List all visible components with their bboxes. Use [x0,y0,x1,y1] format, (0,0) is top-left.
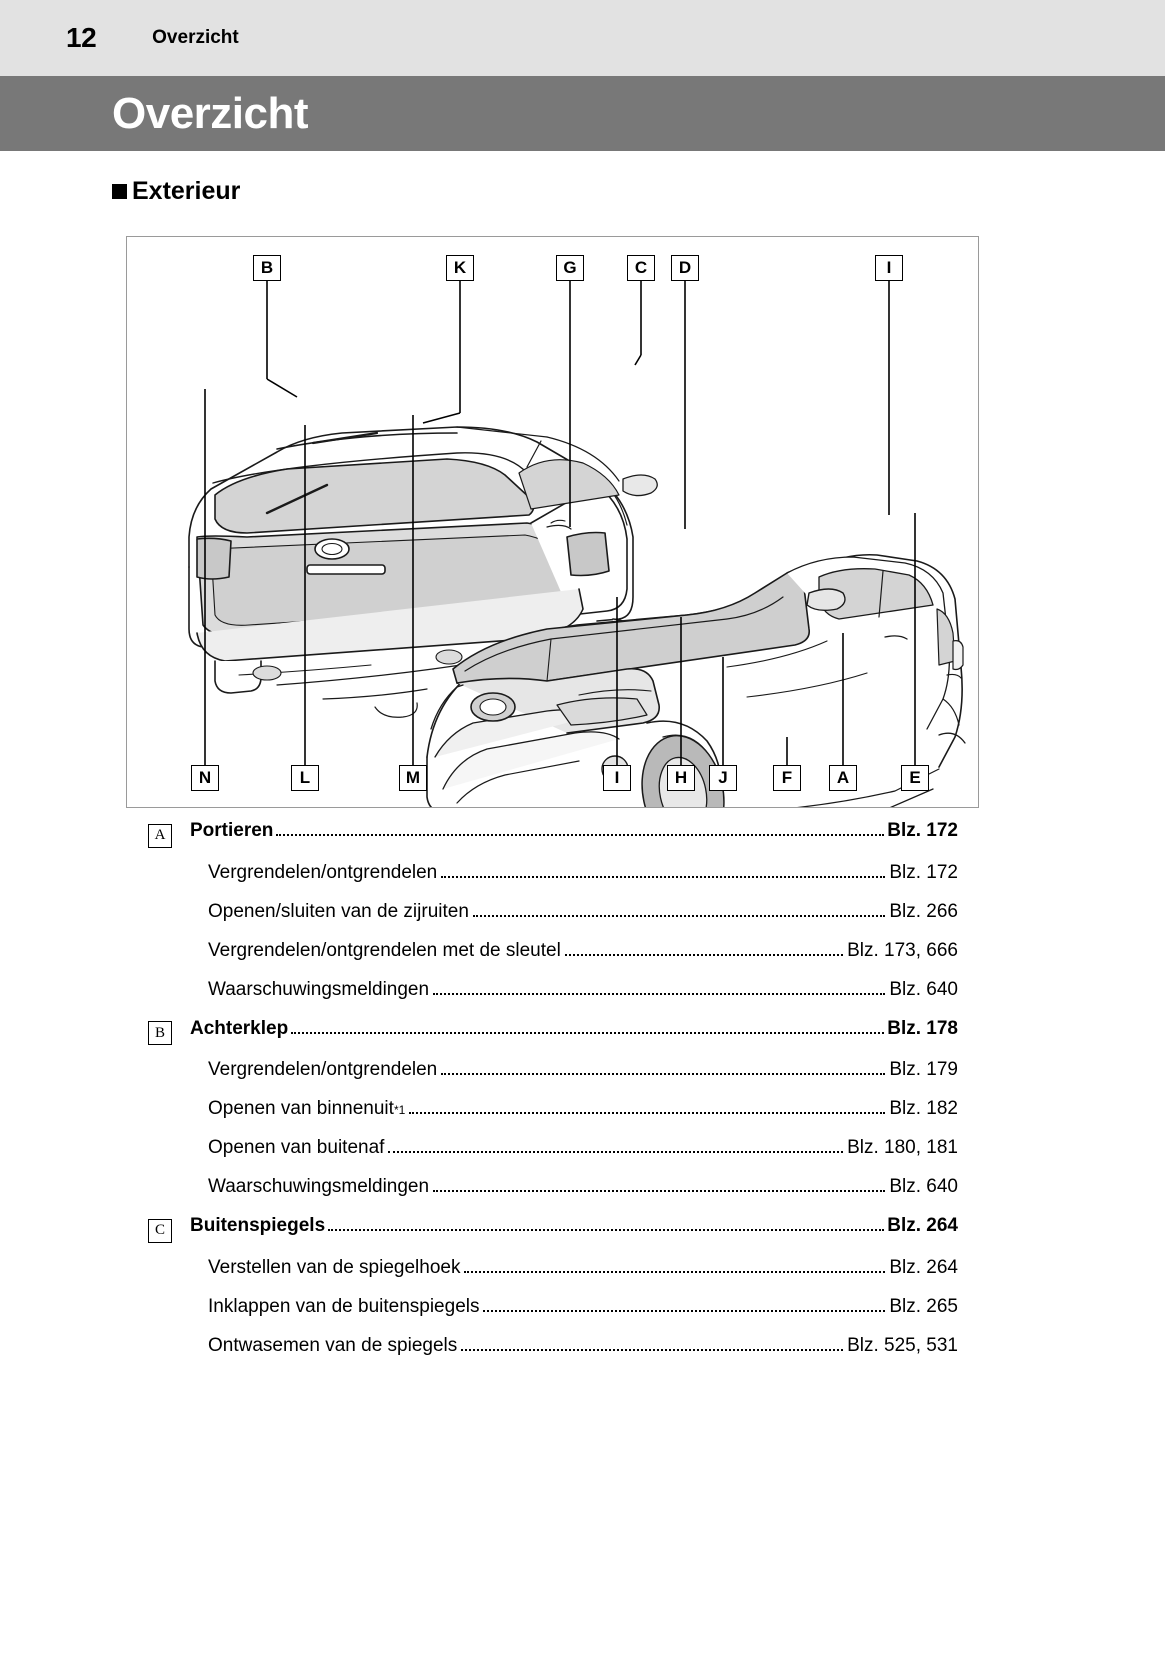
index-sub-page: Blz. 172 [889,861,958,883]
index-group-a [148,820,958,1001]
index-sub-page: Blz. 264 [889,1256,958,1278]
callout-k-top: K [446,255,474,281]
index-sub-label: Vergrendelen/ontgrendelen [208,861,438,883]
leader-dots [441,876,885,878]
feature-index-list [148,820,958,1374]
footnote-marker: *1 [393,1103,406,1117]
index-main-page: Blz. 264 [887,1215,958,1236]
leader-dots [409,1112,885,1114]
index-sub-row[interactable] [208,1137,958,1159]
callout-c-top: C [627,255,655,281]
index-main-label: Buitenspiegels [190,1215,326,1236]
vehicle-illustration [127,237,978,807]
section-title: Exterieur [132,177,241,205]
callout-g-top: G [556,255,584,281]
leader-dots [388,1151,843,1153]
chapter-title: Overzicht [112,88,309,138]
index-sub-label: Openen/sluiten van de zijruiten [208,900,469,922]
index-sub-page: Blz. 182 [889,1098,958,1119]
callout-d-top: D [671,255,699,281]
callout-h-bottom: H [667,765,695,791]
index-sub-page: Blz. 265 [889,1295,958,1317]
leader-dots [441,1073,885,1075]
index-badge-b: B [148,1021,172,1045]
index-sub-row[interactable] [208,1059,958,1081]
leader-dots [464,1271,885,1273]
page-header [0,0,1165,76]
index-badge-c: C [148,1219,172,1243]
leader-dots [461,1349,843,1351]
index-sub-row[interactable] [208,1176,958,1198]
callout-a-bottom: A [829,765,857,791]
page-number: 12 [66,22,97,53]
index-main-label: Achterklep [190,1017,289,1039]
index-main-page: Blz. 178 [887,1017,958,1039]
index-sub-label: Verstellen van de spiegelhoek [208,1256,461,1278]
leader-dots [433,993,885,995]
index-sub-label: Openen van binnenuit [208,1098,394,1119]
index-main-row[interactable] [148,820,958,845]
callout-i-top: I [875,255,903,281]
chapter-band [0,76,1165,151]
leader-dots [473,915,885,917]
index-sub-label: Vergrendelen/ontgrendelen met de sleutel [208,939,561,961]
index-sub-label: Inklappen van de buitenspiegels [208,1295,480,1317]
callout-n-bottom: N [191,765,219,791]
leader-dots [483,1310,885,1312]
leader-dots [276,834,884,836]
callout-b-top: B [253,255,281,281]
index-sub-page: Blz. 640 [889,978,958,1000]
leader-dots [328,1229,884,1231]
exterior-diagram [126,236,979,808]
index-sub-row[interactable] [208,979,958,1001]
index-sub-page: Blz. 179 [889,1059,958,1080]
callout-m-bottom: M [399,765,427,791]
leader-dots [565,954,843,956]
index-main-row[interactable] [148,1018,958,1043]
index-sub-label: Waarschuwingsmeldingen [208,978,430,1000]
index-main-row[interactable] [148,1215,958,1240]
index-group-b [148,1018,958,1199]
index-sub-row[interactable] [208,1335,958,1357]
square-bullet-icon [112,184,127,199]
leader-dots [291,1032,884,1034]
header-title: Overzicht [152,27,239,48]
index-badge-a: A [148,824,172,848]
index-sub-page: Blz. 525, 531 [847,1334,958,1356]
index-main-page: Blz. 172 [887,820,958,841]
index-sub-row[interactable] [208,901,958,923]
index-sub-row[interactable] [208,862,958,884]
index-sub-label: Ontwasemen van de spiegels [208,1334,458,1356]
index-sub-label: Openen van buitenaf [208,1137,385,1158]
callout-i-bottom: I [603,765,631,791]
section-heading [112,177,1165,206]
callout-l-bottom: L [291,765,319,791]
index-sub-row[interactable] [208,1257,958,1279]
index-sub-page: Blz. 640 [889,1176,958,1197]
callout-f-bottom: F [773,765,801,791]
index-sub-row[interactable] [208,1296,958,1318]
index-group-c [148,1215,958,1357]
callout-j-bottom: J [709,765,737,791]
index-main-label: Portieren [190,820,274,841]
index-sub-label: Waarschuwingsmeldingen [208,1176,430,1197]
index-sub-page: Blz. 266 [889,900,958,922]
index-sub-row[interactable] [208,1098,958,1120]
callout-e-bottom: E [901,765,929,791]
leader-dots [433,1190,885,1192]
index-sub-page: Blz. 173, 666 [847,939,958,961]
index-sub-row[interactable] [208,940,958,962]
index-sub-label: Vergrendelen/ontgrendelen [208,1059,438,1080]
index-sub-page: Blz. 180, 181 [847,1137,958,1158]
